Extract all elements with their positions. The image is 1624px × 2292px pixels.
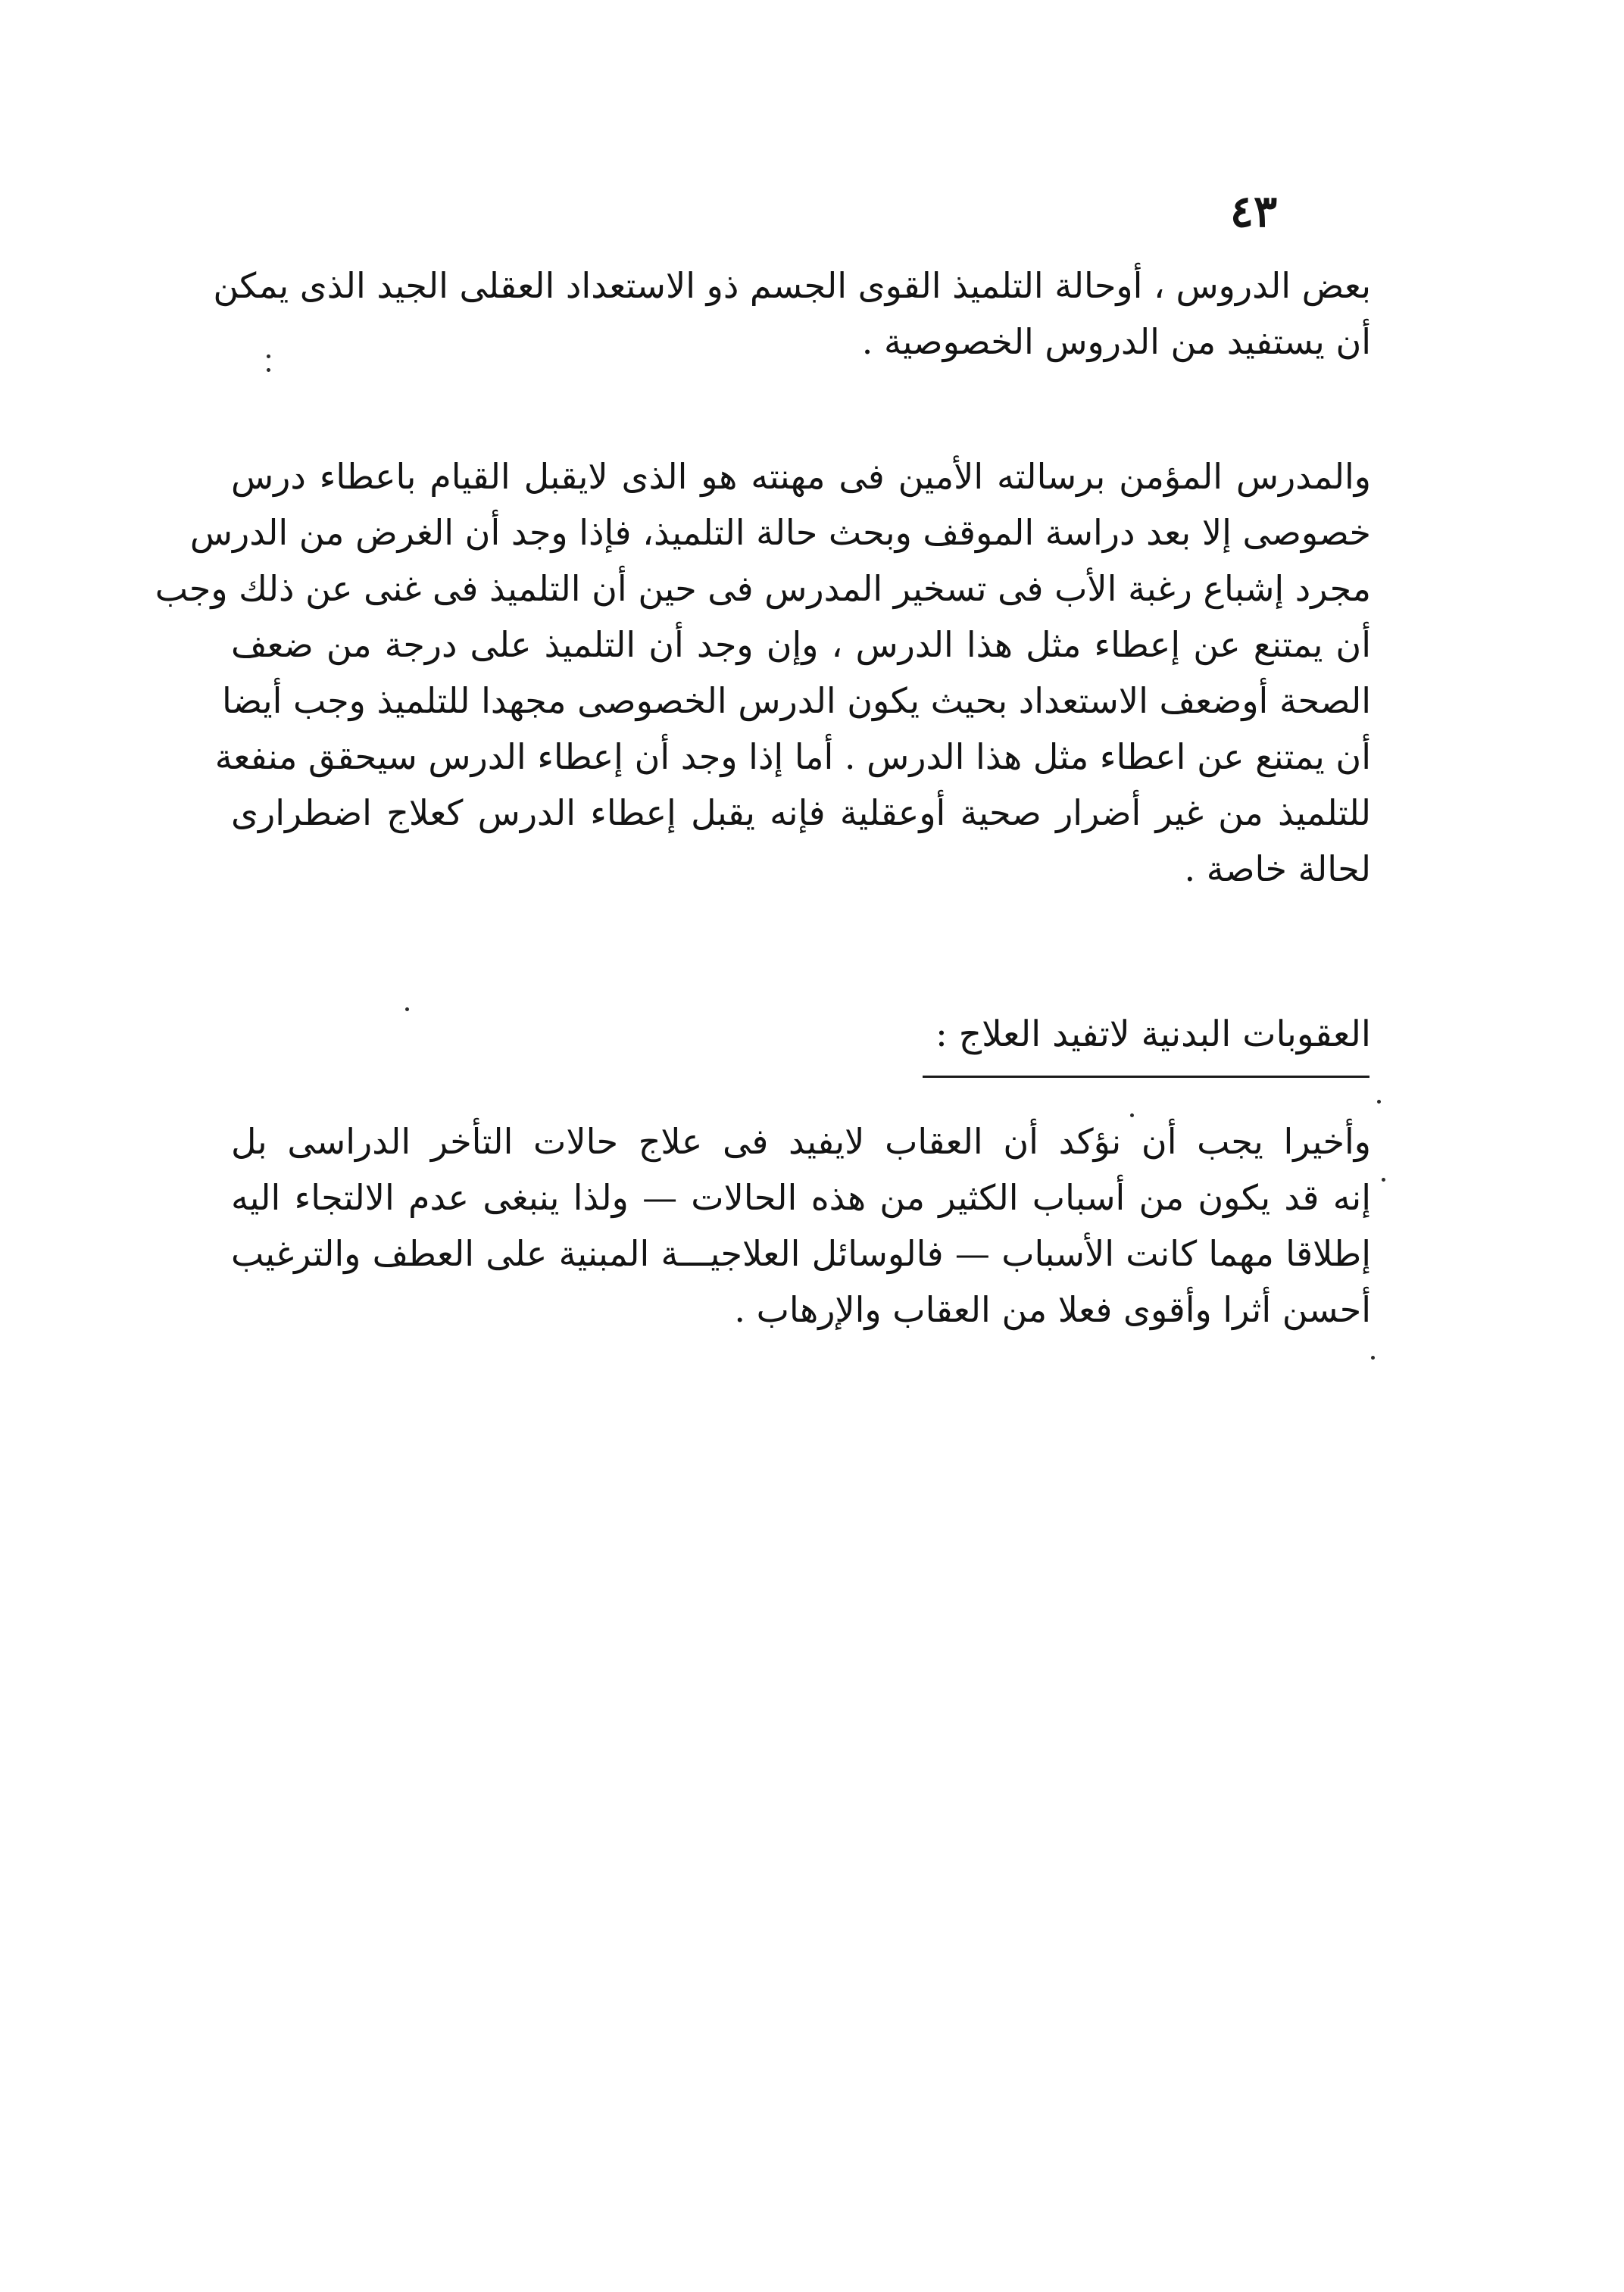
page-number: ٤٣ bbox=[1229, 186, 1278, 237]
paragraph-3-line: أحسن أثرا وأقوى فعلا من العقاب والإرهاب . bbox=[734, 1289, 1371, 1330]
paragraph-2 bbox=[155, 448, 1371, 897]
scan-speck bbox=[267, 368, 270, 372]
paragraph-1-line: بعض الدروس ، أوحالة التلميذ القوى الجسم ذو الاستعداد العقلى الجيد الذى يمكن bbox=[213, 265, 1371, 306]
paragraph-1-line: أن يستفيد من الدروس الخصوصية . bbox=[861, 321, 1371, 362]
paragraph-2-line: أن يمتنع عن اعطاء مثل هذا الدرس . أما إذا وجد أن إعطاء الدرس سيحقق منفعة bbox=[214, 736, 1371, 777]
section-heading: العقوبات البدنية لاتفيد العلاج : bbox=[935, 1013, 1371, 1055]
paragraph-3 bbox=[231, 1113, 1371, 1338]
paragraph-2-line: الصحة أوضعف الاستعداد بحيث يكون الدرس الخصوصى مجهدا للتلميذ وجب أيضا bbox=[221, 680, 1371, 721]
paragraph-2-line: مجرد إشباع رغبة الأب فى تسخير المدرس فى حين أن التلميذ فى غنى عن ذلك وجب bbox=[155, 568, 1371, 609]
scan-speck bbox=[1377, 1100, 1381, 1104]
scan-speck bbox=[1382, 1178, 1385, 1182]
paragraph-3-line: إنه قد يكون من أسباب الكثير من هذه الحالات — ولذا ينبغى عدم الالتجاء اليه bbox=[231, 1177, 1371, 1218]
scan-speck bbox=[405, 1007, 409, 1011]
paragraph-3-line: وأخيرا يجب أن نؤكد أن العقاب لايفيد فى علاج حالات التأخر الدراسى بل bbox=[231, 1121, 1371, 1162]
paragraph-1 bbox=[213, 258, 1371, 370]
scan-speck bbox=[1371, 1356, 1375, 1360]
scan-speck bbox=[267, 354, 270, 358]
heading-underline bbox=[923, 1076, 1369, 1078]
paragraph-2-line: لحالة خاصة . bbox=[1184, 848, 1371, 889]
paragraph-2-line: للتلميذ من غير أضرار صحية أوعقلية فإنه يقبل إعطاء الدرس كعلاج اضطرارى bbox=[231, 792, 1371, 833]
paragraph-3-line: إطلاقا مهما كانت الأسباب — فالوسائل العلاجيـــة المبنية على العطف والترغيب bbox=[231, 1233, 1371, 1274]
paragraph-2-line: والمدرس المؤمن برسالته الأمين فى مهنته هو الذى لايقبل القيام باعطاء درس bbox=[231, 456, 1371, 497]
scan-speck bbox=[1130, 1113, 1134, 1117]
paragraph-2-line: أن يمتنع عن إعطاء مثل هذا الدرس ، وإن وجد أن التلميذ على درجة من ضعف bbox=[231, 624, 1371, 665]
paragraph-2-line: خصوصى إلا بعد دراسة الموقف وبحث حالة التلميذ، فإذا وجد أن الغرض من الدرس bbox=[189, 512, 1371, 553]
